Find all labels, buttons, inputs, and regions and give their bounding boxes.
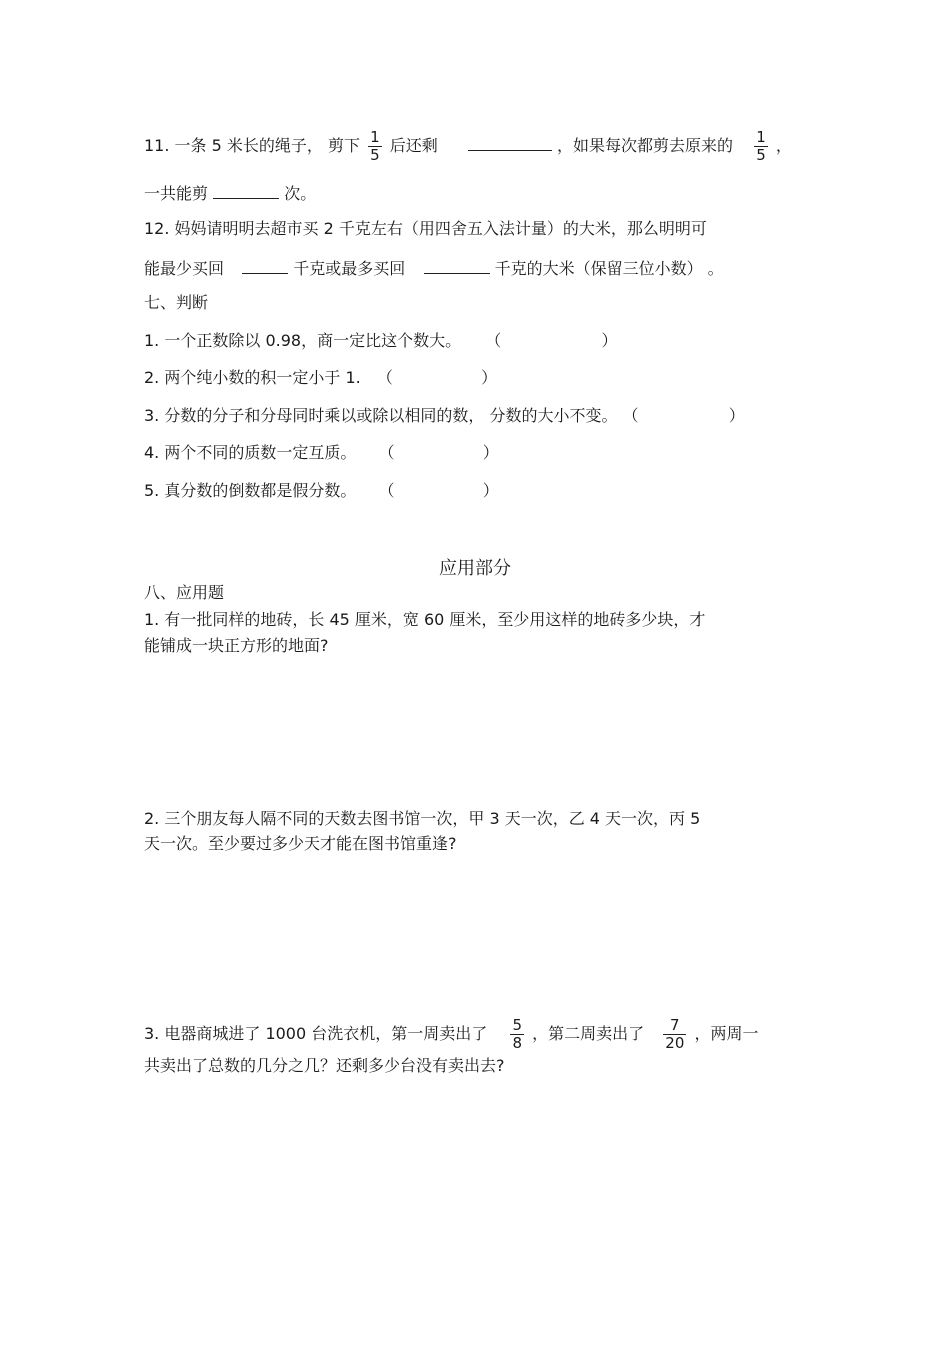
app-question-2-line-2: 天一次。至少要过多少天才能在图书馆重逢? (144, 834, 457, 853)
q11-text-1: 11. 一条 5 米长的绳子， 剪下 (144, 136, 360, 155)
answer-paren-open: （ (485, 331, 502, 350)
judgement-item-1 (144, 331, 617, 351)
judgement-text: 5. 真分数的倒数都是假分数。 (144, 481, 357, 500)
fraction (754, 129, 768, 164)
question-12-line-2 (144, 257, 724, 279)
q3-text-3: ，两周一 (694, 1024, 759, 1043)
fraction-numerator: 1 (370, 128, 380, 146)
judgement-text: 2. 两个纯小数的积一定小于 1. (144, 368, 361, 387)
q11-text-6: 次。 (284, 184, 317, 203)
q3-text-2: ，第二周卖出了 (532, 1024, 645, 1043)
fraction (510, 1017, 524, 1052)
question-11-line-1 (144, 129, 792, 164)
answer-blank[interactable] (242, 257, 288, 274)
judgement-item-3 (144, 406, 745, 426)
q12-text-2: 千克或最多买回 (293, 259, 406, 278)
judgement-item-5 (144, 481, 499, 501)
fraction-denominator: 5 (370, 146, 380, 164)
answer-blank[interactable] (424, 257, 490, 274)
fraction (368, 129, 382, 164)
judgement-text: 3. 分数的分子和分母同时乘以或除以相同的数， 分数的大小不变。 (144, 406, 618, 425)
answer-paren-open: （ (376, 368, 393, 387)
answer-paren-close: ） (482, 481, 499, 500)
q11-text-3: ，如果每次都剪去原来的 (557, 136, 734, 155)
fraction-denominator: 5 (756, 146, 766, 164)
judgement-item-4 (144, 443, 499, 463)
judgement-text: 1. 一个正数除以 0.98，商一定比这个数大。 (144, 331, 462, 350)
answer-blank[interactable] (213, 182, 279, 199)
fraction-numerator: 7 (670, 1016, 680, 1034)
fraction-numerator: 1 (756, 128, 766, 146)
q11-text-4: ， (775, 136, 792, 155)
fraction-numerator: 5 (512, 1016, 522, 1034)
q12-text-3: 千克的大米（保留三位小数） 。 (494, 259, 724, 278)
app-question-3-line-1 (144, 1017, 758, 1052)
q3-text-1: 3. 电器商城进了 1000 台洗衣机，第一周卖出了 (144, 1024, 488, 1043)
app-question-2-line-1: 2. 三个朋友每人隔不同的天数去图书馆一次，甲 3 天一次，乙 4 天一次，丙 5 (144, 809, 701, 828)
app-question-1-line-2: 能铺成一块正方形的地面? (144, 636, 329, 655)
app-question-1-line-1: 1. 有一批同样的地砖，长 45 厘米，宽 60 厘米，至少用这样的地砖多少块，才 (144, 610, 706, 629)
section-8-heading: 八、应用题 (144, 583, 225, 602)
q11-text-5: 一共能剪 (144, 184, 209, 203)
answer-paren-close: ） (728, 406, 745, 425)
answer-paren-close: ） (601, 331, 618, 350)
answer-paren-close: ） (481, 368, 498, 387)
q12-text-1: 能最少买回 (144, 259, 225, 278)
answer-paren-open: （ (622, 406, 639, 425)
fraction (663, 1017, 686, 1052)
question-12-line-1: 12. 妈妈请明明去超市买 2 千克左右（用四舍五入法计量）的大米，那么明明可 (144, 219, 707, 238)
judgement-item-2 (144, 368, 497, 388)
question-11-line-2 (144, 182, 316, 204)
fraction-denominator: 20 (665, 1034, 685, 1052)
judgement-text: 4. 两个不同的质数一定互质。 (144, 443, 357, 462)
answer-paren-open: （ (378, 443, 395, 462)
section-7-heading: 七、判断 (144, 293, 209, 312)
answer-paren-open: （ (378, 481, 395, 500)
q11-text-2: 后还剩 (389, 136, 438, 155)
section-title: 应用部分 (439, 558, 511, 579)
answer-paren-close: ） (482, 443, 499, 462)
app-question-3-line-2: 共卖出了总数的几分之几？还剩多少台没有卖出去? (144, 1056, 505, 1075)
answer-blank[interactable] (468, 134, 552, 151)
fraction-denominator: 8 (512, 1034, 522, 1052)
